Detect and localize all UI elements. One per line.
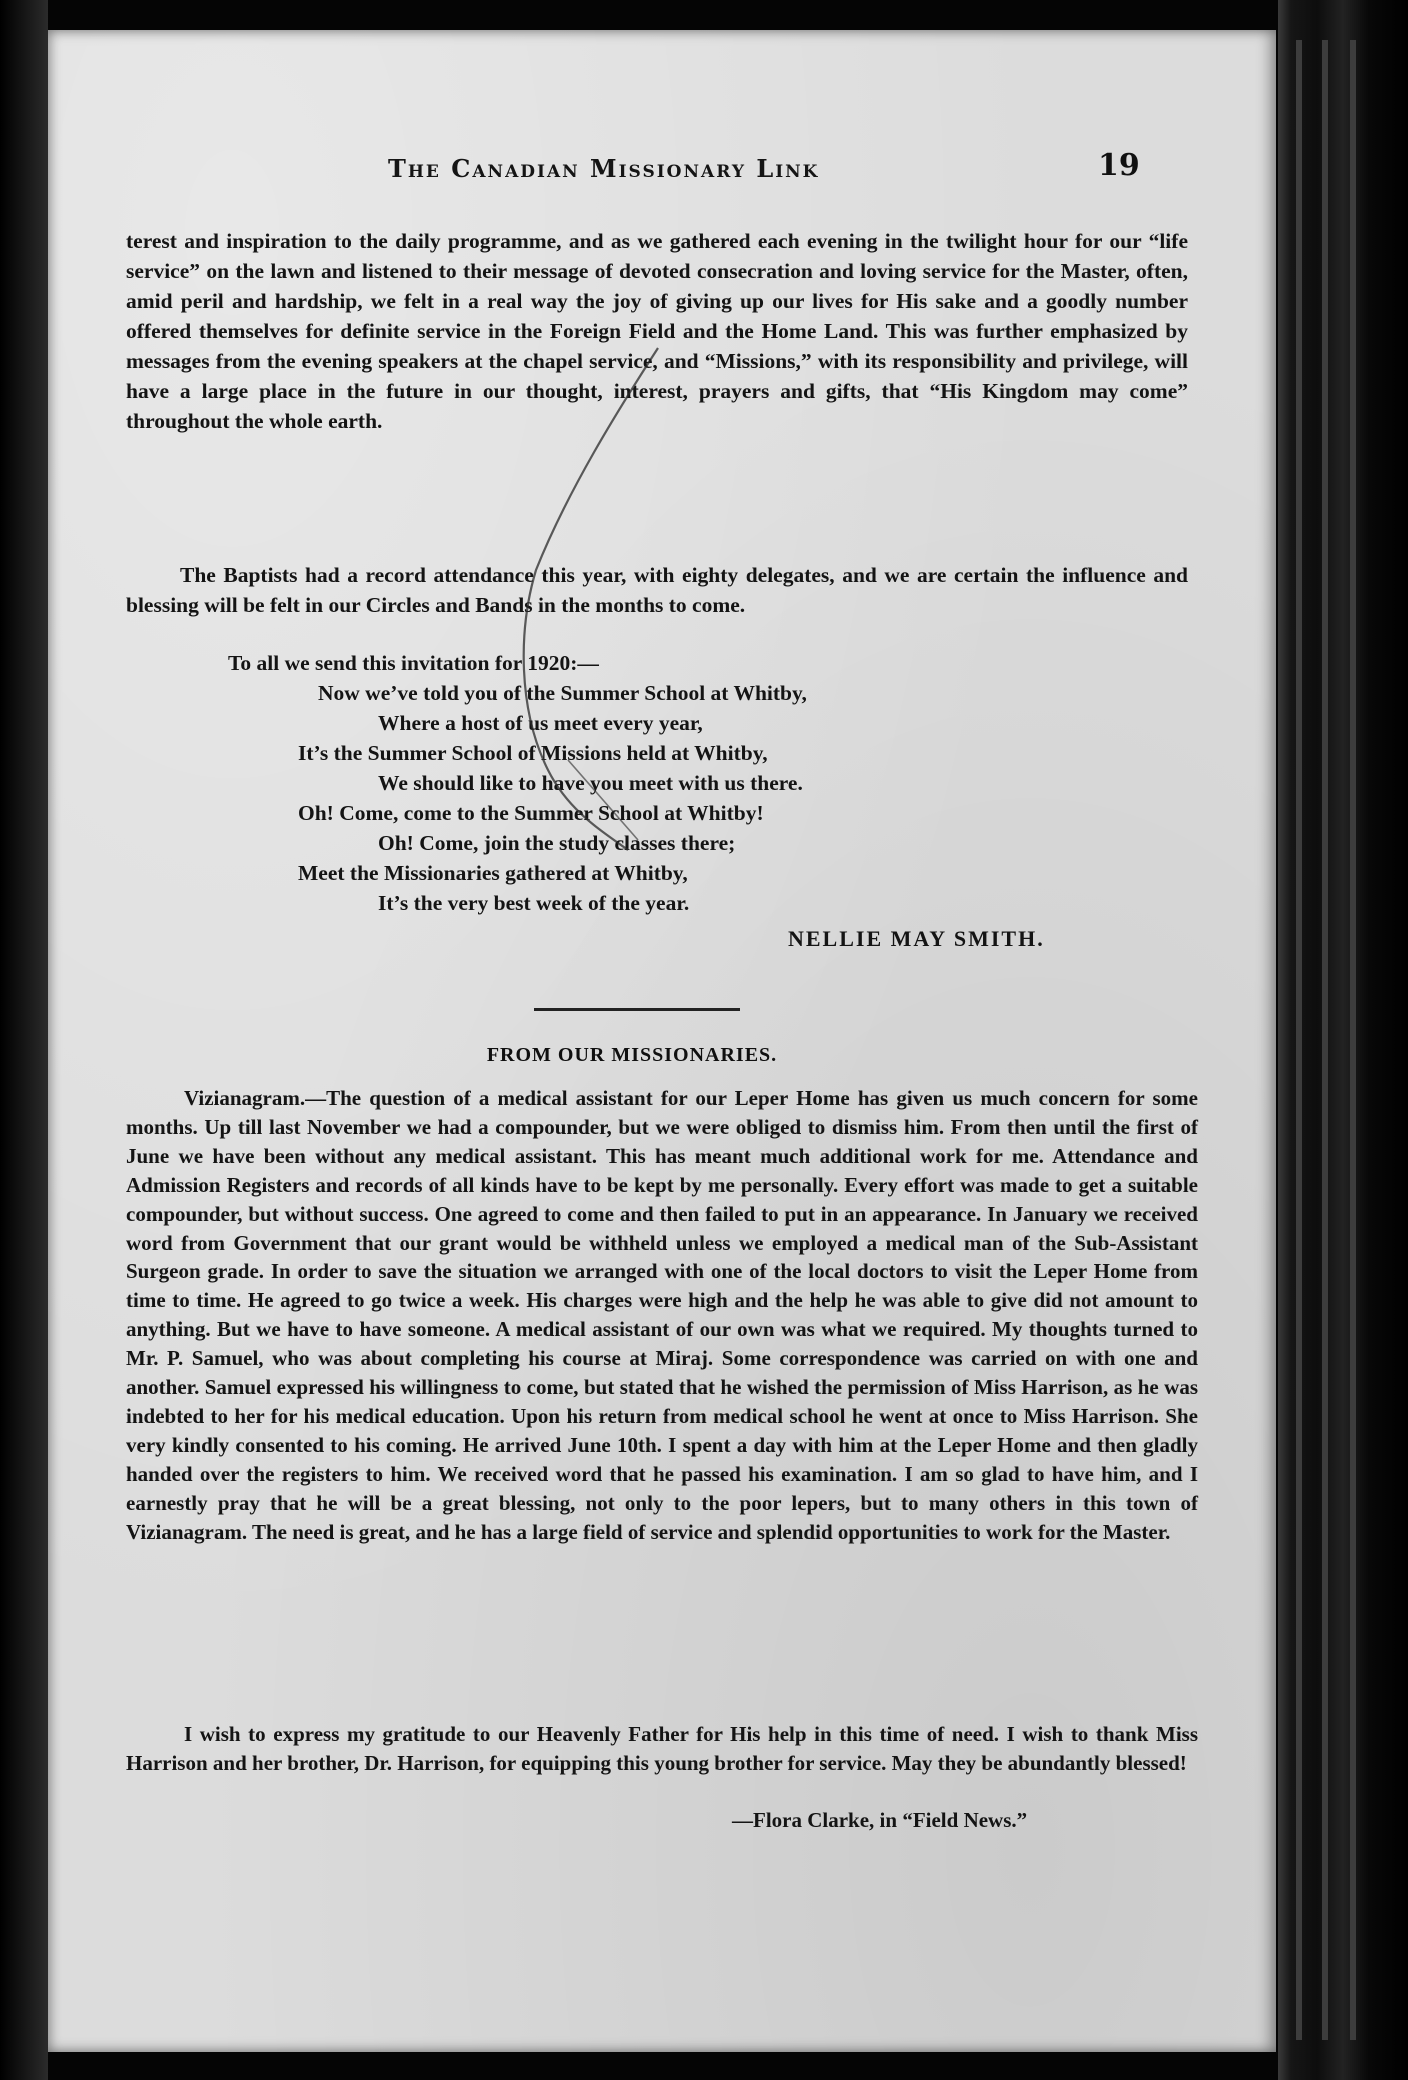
poem-line: Now we’ve told you of the Summer School at Whitby, bbox=[318, 681, 807, 705]
page-edge-stripe bbox=[1322, 40, 1328, 2040]
section-heading: FROM OUR MISSIONARIES. bbox=[486, 1044, 778, 1066]
poem-line: It’s the Summer School of Missions held at Whitby, bbox=[298, 741, 768, 765]
poem-line: Meet the Missionaries gathered at Whitby, bbox=[298, 861, 688, 885]
poem-line: Oh! Come, join the study classes there; bbox=[378, 831, 736, 855]
scan-left-border bbox=[0, 0, 48, 2080]
page-number: 19 bbox=[1098, 148, 1140, 183]
poem-line: Oh! Come, come to the Summer School at Whitby! bbox=[298, 801, 764, 825]
article-paragraph-2: The Baptists had a record attendance this year, with eighty delegates, and we are certain the influence and blessing will be felt in our Circles and Bands in the months to come. bbox=[126, 563, 1188, 617]
book-page-edges bbox=[1278, 0, 1408, 2080]
poem-line: It’s the very best week of the year. bbox=[378, 891, 690, 915]
missionary-letter-paragraph-2: I wish to express my gratitude to our Heavenly Father for His help in this time of need. I wish to thank Miss Harrison and her brother, Dr. Harrison, for equipping this young brother for service. May they be abundantly blessed! bbox=[126, 1722, 1198, 1775]
letter-attribution: —Flora Clarke, in “Field News.” bbox=[732, 1808, 1028, 1832]
poem bbox=[298, 678, 807, 918]
page-edge-stripe bbox=[1350, 40, 1356, 2040]
invitation-line: To all we send this invitation for 1920:— bbox=[228, 651, 599, 675]
document-page bbox=[48, 30, 1276, 2052]
running-head bbox=[48, 148, 1276, 194]
page-edge-stripe bbox=[1296, 40, 1302, 2040]
poem-line: Where a host of us meet every year, bbox=[378, 711, 703, 735]
poem-signature: NELLIE MAY SMITH. bbox=[788, 926, 1045, 951]
section-divider bbox=[534, 1008, 740, 1011]
publication-title: The Canadian Missionary Link bbox=[388, 154, 820, 183]
missionary-letter-paragraph-1: Vizianagram.—The question of a medical assistant for our Leper Home has given us much concern for some months. Up till last November we had a compounder, but we were obliged to dismiss him. From then until the first of June we have been without any medical assistant. This has meant much additional work for me. Attendance and Admission Registers and records of all kinds have to be kept by me personally. Every effort was made to get a suitable compounder, but without success. One agreed to come and then failed to put in an appearance. In January we received word from Government that our grant would be withheld unless we employed a medical man of the Sub-Assistant Surgeon grade. In order to save the situation we arranged with one of the local doctors to visit the Leper Home from time to time. He agreed to go twice a week. His charges were high and the help he was able to give did not amount to anything. But we have to have someone. A medical assistant of our own was what we required. My thoughts turned to Mr. P. Samuel, who was about completing his course at Miraj. Some correspondence was carried on with one and another. Samuel expressed his willingness to come, but stated that he wished the permission of Miss Harrison, as he was indebted to her for his medical education. Upon his return from medical school he went at once to Miss Harrison. She very kindly consented to his coming. He arrived June 10th. I spent a day with him at the Leper Home and then gladly handed over the registers to him. We received word that he passed his examination. I am so glad to have him, and I earnestly pray that he will be a great blessing, not only to the poor lepers, but to many others in this town of Vizianagram. The need is great, and he has a large field of service and splendid opportunities to work for the Master. bbox=[126, 1086, 1198, 1544]
poem-line: We should like to have you meet with us there. bbox=[378, 771, 803, 795]
article-paragraph-1: terest and inspiration to the daily programme, and as we gathered each evening in the twilight hour for our “life service” on the lawn and listened to their message of devoted consecration and loving service for the Master, often, amid peril and hardship, we felt in a real way the joy of giving up our lives for His sake and a goodly number offered themselves for definite service in the Foreign Field and the Home Land. This was further emphasized by messages from the evening speakers at the chapel service, and “Missions,” with its responsibility and privilege, will have a large place in the future in our thought, interest, prayers and gifts, that “His Kingdom may come” throughout the whole earth. bbox=[126, 229, 1188, 433]
